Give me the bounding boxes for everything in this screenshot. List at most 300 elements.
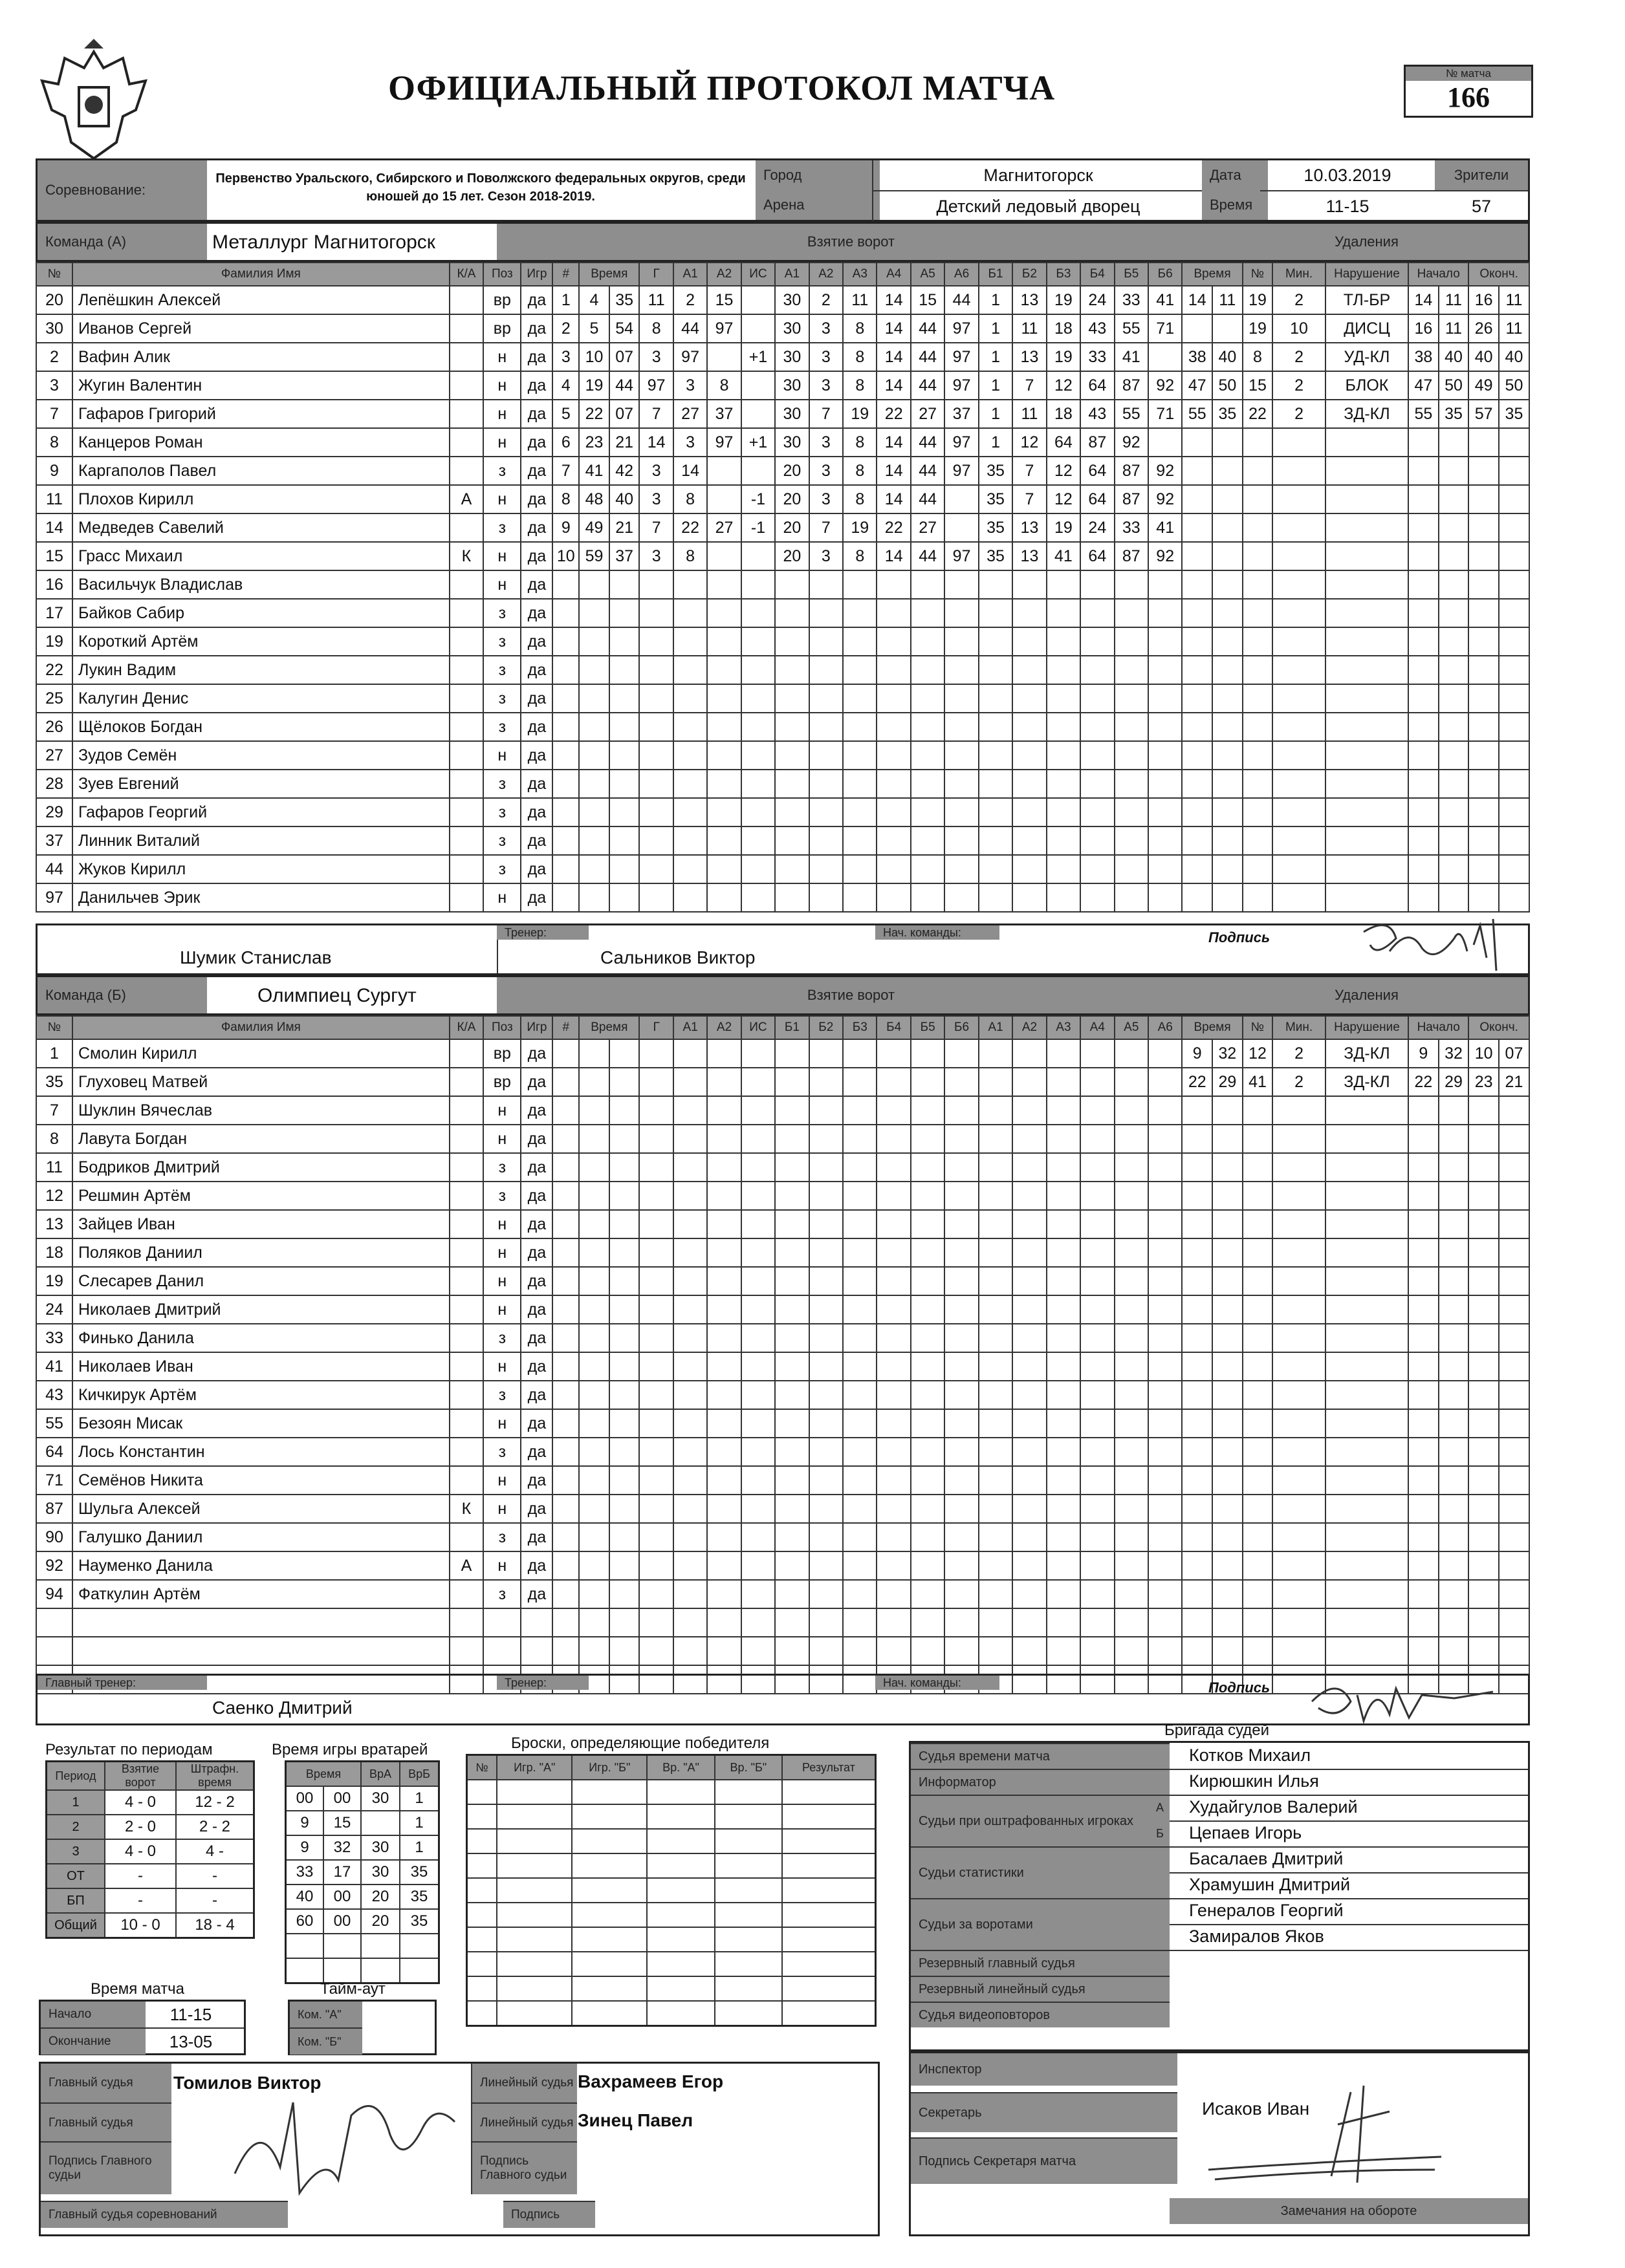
goal-cell: 41 (1115, 343, 1148, 371)
goal-cell (1012, 1466, 1046, 1495)
goal-cell (741, 741, 775, 770)
goal-cell (877, 1039, 910, 1068)
goal-cell (707, 713, 741, 741)
penalty-cell (1408, 1324, 1439, 1352)
penalty-cell (1325, 1125, 1408, 1153)
penalty-cell (1325, 826, 1408, 855)
goal-cell (944, 1125, 978, 1153)
penalty-cell (1243, 656, 1273, 684)
goal-cell (579, 1324, 609, 1352)
table-row (36, 1523, 1529, 1551)
goal-cell (944, 826, 978, 855)
goal-cell (944, 1495, 978, 1523)
goal-cell (552, 1580, 579, 1608)
goal-cell (579, 1039, 609, 1068)
penalty-cell (1439, 1637, 1469, 1665)
goal-cell (552, 1637, 579, 1665)
player-name: Глуховец Матвей (72, 1068, 450, 1096)
period-cell: 2 - 2 (176, 1815, 254, 1839)
goal-cell (1012, 599, 1046, 627)
penalty-cell (1272, 1381, 1325, 1409)
goal-cell: 44 (911, 542, 944, 570)
shootout-cell (647, 1853, 715, 1878)
goal-cell: 33 (1080, 343, 1114, 371)
goal-cell (552, 1267, 579, 1295)
goal-cell (809, 1523, 843, 1551)
goal-cell: 8 (673, 542, 707, 570)
goal-cell (843, 770, 877, 798)
penalty-cell (1325, 713, 1408, 741)
goal-cell (775, 1039, 809, 1068)
player-position: з (483, 684, 521, 713)
table-row (36, 1409, 1529, 1438)
periods-header-cell: Период (47, 1762, 105, 1791)
timeout-a-label: Ком. "А" (290, 2002, 362, 2027)
table-row (36, 1182, 1529, 1210)
penalty-cell (1468, 1295, 1499, 1324)
player-position: з (483, 1438, 521, 1466)
goal-cell (579, 1495, 609, 1523)
goal-cell: 64 (1080, 371, 1114, 400)
goal-cell: 41 (1148, 286, 1182, 314)
goal-cell (673, 1352, 707, 1381)
shootout-row (467, 1780, 876, 1804)
penalty-cell (1468, 1352, 1499, 1381)
goal-cell (1080, 1324, 1114, 1352)
team-a-header (36, 222, 1530, 262)
penalty-cell (1468, 1324, 1499, 1352)
goal-cell (552, 1352, 579, 1381)
goal-cell: 8 (639, 314, 673, 343)
goal-cell (1080, 1580, 1114, 1608)
penalty-cell (1272, 883, 1325, 912)
shootout-cell (715, 1927, 782, 1952)
reserve-main-label: Резервный главный судья (911, 1950, 1170, 1976)
goal-cell (911, 1324, 944, 1352)
col-played: Игр (521, 1016, 552, 1039)
match-time-box (39, 2000, 246, 2055)
shootout-cell (715, 1878, 782, 1903)
shootout-row (467, 1829, 876, 1853)
goalie-header-cell: Время (286, 1762, 362, 1787)
penalty-cell (1439, 485, 1469, 513)
penalty-cell (1243, 1182, 1273, 1210)
goal-cell (979, 1551, 1012, 1580)
shootout-cell (715, 1829, 782, 1853)
team-b-table (36, 1015, 1530, 1694)
goal-cell (1080, 741, 1114, 770)
goalie-cell: 00 (323, 1885, 361, 1909)
goal-cell (843, 1068, 877, 1096)
shootout-cell (715, 1780, 782, 1804)
goal-cell: 87 (1115, 542, 1148, 570)
player-position: н (483, 371, 521, 400)
goal-cell (1148, 1267, 1182, 1295)
shootout-cell (467, 1853, 497, 1878)
goal-cell (673, 1295, 707, 1324)
goalie-row (286, 1909, 439, 1934)
penalty-cell (1243, 1580, 1273, 1608)
player-role (450, 741, 483, 770)
goal-cell: 41 (579, 457, 609, 485)
goal-cell (1047, 1637, 1080, 1665)
goal-cell (775, 855, 809, 883)
penalty-cell (1325, 1637, 1408, 1665)
goals-section-a: Взятие ворот (497, 224, 1205, 260)
goal-cell (843, 1352, 877, 1381)
table-row (36, 286, 1529, 314)
goal-cell (944, 1295, 978, 1324)
penalty-cell (1325, 428, 1408, 457)
goal-cell (579, 656, 609, 684)
penalty-cell (1182, 1637, 1212, 1665)
goal-cell (1047, 1466, 1080, 1495)
penalty-cell (1439, 1267, 1469, 1295)
goal-cell (809, 1153, 843, 1182)
penalty-cell (1182, 741, 1212, 770)
penalty-cell (1408, 513, 1439, 542)
goal-cell (843, 656, 877, 684)
goal-cell (579, 826, 609, 855)
penalty-cell: 11 (1499, 314, 1529, 343)
penalty-cell (1243, 1381, 1273, 1409)
goal-cell (809, 1580, 843, 1608)
row-divider (1170, 1898, 1528, 1899)
penalty-cell (1468, 457, 1499, 485)
goal-cell (707, 1495, 741, 1523)
col-goal: А1 (673, 1016, 707, 1039)
goalie-row (286, 1811, 439, 1835)
goal-cell (911, 1039, 944, 1068)
spectators-label: Зрители (1435, 160, 1528, 190)
row-divider (1170, 1820, 1528, 1822)
penalty-cell (1212, 1182, 1243, 1210)
penalty-cell: 40 (1439, 343, 1469, 371)
penalty-cell (1499, 1352, 1529, 1381)
penalty-cell (1408, 457, 1439, 485)
table-row (36, 1381, 1529, 1409)
goal-cell: 30 (775, 371, 809, 400)
player-number: 92 (36, 1551, 72, 1580)
penalty-cell (1243, 1210, 1273, 1238)
goal-cell (673, 1068, 707, 1096)
goal-cell (775, 1210, 809, 1238)
goal-cell (1047, 1153, 1080, 1182)
penalty-cell (1439, 798, 1469, 826)
goal-cell (843, 1039, 877, 1068)
penalty-cell (1325, 798, 1408, 826)
shootout-cell (782, 1927, 876, 1952)
statistics-label: Судьи статистики (911, 1846, 1170, 1898)
player-role (450, 400, 483, 428)
player-number: 8 (36, 428, 72, 457)
goal-cell (673, 1153, 707, 1182)
goal-cell (639, 1267, 673, 1295)
match-start: 11-15 (169, 2005, 212, 2024)
goal-cell (1047, 883, 1080, 912)
row-divider (1170, 1924, 1528, 1925)
goal-cell (944, 1551, 978, 1580)
goal-cell (775, 1580, 809, 1608)
penalty-cell (1468, 1523, 1499, 1551)
penalty-cell (1212, 1125, 1243, 1153)
penalty-cell (1243, 826, 1273, 855)
secretary-box (909, 2051, 1530, 2236)
player-name: Лепёшкин Алексей (72, 286, 450, 314)
goal-cell (979, 1637, 1012, 1665)
penalty-cell (1182, 1523, 1212, 1551)
goal-cell (944, 713, 978, 741)
shootout-cell (715, 1976, 782, 2001)
penalty-cell (1272, 1523, 1325, 1551)
penalty-cell (1212, 1096, 1243, 1125)
penalty-cell: УД-КЛ (1325, 343, 1408, 371)
penalty-cell (1439, 1295, 1469, 1324)
player-role (450, 826, 483, 855)
goal-cell: 3 (809, 542, 843, 570)
shootout-cell (497, 1878, 572, 1903)
goal-cell (609, 1295, 640, 1324)
goal-cell (979, 1438, 1012, 1466)
penalty-cell (1243, 883, 1273, 912)
penalty-cell (1325, 1352, 1408, 1381)
goal-cell (707, 1409, 741, 1438)
penalty-cell (1468, 798, 1499, 826)
goal-cell (639, 741, 673, 770)
goal-cell (775, 1438, 809, 1466)
penalty-cell: 40 (1499, 343, 1529, 371)
goal-cell (1080, 599, 1114, 627)
penalty-cell (1272, 1608, 1325, 1637)
penalty-cell (1468, 684, 1499, 713)
goal-cell (1080, 1637, 1114, 1665)
goal-cell: 22 (579, 400, 609, 428)
goal-cell (809, 1182, 843, 1210)
cell (483, 1637, 521, 1665)
goalie-cell (286, 1934, 324, 1958)
goal-cell (809, 1267, 843, 1295)
col-goal: Б2 (1012, 263, 1046, 286)
city: Магнитогорск (872, 160, 1203, 190)
penalty-cell: 14 (1408, 286, 1439, 314)
player-played: да (521, 1438, 552, 1466)
goal-cell (775, 1466, 809, 1495)
player-played: да (521, 656, 552, 684)
goal-cell (1047, 570, 1080, 599)
player-name: Лось Константин (72, 1438, 450, 1466)
goal-cell (1148, 343, 1182, 371)
goal-cell (741, 1039, 775, 1068)
penalty-cell (1499, 656, 1529, 684)
goal-cell (1148, 1324, 1182, 1352)
col-pen: № (1243, 1016, 1273, 1039)
shootout-cell (647, 1780, 715, 1804)
goal-cell (911, 1580, 944, 1608)
player-number: 97 (36, 883, 72, 912)
goal-cell: 3 (552, 343, 579, 371)
player-position: з (483, 1153, 521, 1182)
goal-cell (944, 1352, 978, 1381)
player-number: 41 (36, 1352, 72, 1381)
goal-cell: 12 (1012, 428, 1046, 457)
penalty-cell (1182, 1238, 1212, 1267)
goal-cell (673, 855, 707, 883)
player-played: да (521, 1551, 552, 1580)
goal-cell (1047, 1381, 1080, 1409)
goal-cell (579, 1438, 609, 1466)
penalty-cell (1408, 1466, 1439, 1495)
goal-cell: 19 (843, 513, 877, 542)
goal-cell (741, 1210, 775, 1238)
penalty-cell (1243, 627, 1273, 656)
goal-cell (843, 627, 877, 656)
player-position: з (483, 826, 521, 855)
player-number: 90 (36, 1523, 72, 1551)
goal-cell (741, 1295, 775, 1324)
goal-cell (1012, 1551, 1046, 1580)
penalty-cell (1272, 1409, 1325, 1438)
goal-cell (552, 1096, 579, 1125)
penalty-cell (1439, 627, 1469, 656)
goal-cell (1148, 656, 1182, 684)
penalty-cell (1272, 1295, 1325, 1324)
goal-cell (552, 798, 579, 826)
goal-cell (809, 1608, 843, 1637)
goal-cell (639, 1153, 673, 1182)
goal-cell: 49 (579, 513, 609, 542)
goal-cell (639, 1608, 673, 1637)
player-name: Зайцев Иван (72, 1210, 450, 1238)
goal-cell (707, 1608, 741, 1637)
goal-cell (1047, 1238, 1080, 1267)
goal-cell (579, 1182, 609, 1210)
goal-cell (552, 1068, 579, 1096)
goal-cell: 44 (911, 371, 944, 400)
goal-cell (809, 855, 843, 883)
penalty-cell (1182, 314, 1212, 343)
goal-cell (1080, 713, 1114, 741)
goalie-row (286, 1860, 439, 1885)
team-b-name: Олимпиец Сургут (257, 985, 417, 1006)
goal-cell (1148, 713, 1182, 741)
goal-cell: 35 (979, 485, 1012, 513)
shootout-cell (782, 1780, 876, 1804)
goal-cell (775, 627, 809, 656)
penalty-cell (1499, 513, 1529, 542)
player-position: н (483, 1125, 521, 1153)
player-played: да (521, 855, 552, 883)
goal-cell (911, 1295, 944, 1324)
goal-cell (843, 1153, 877, 1182)
goal-cell: 11 (1012, 314, 1046, 343)
player-role (450, 656, 483, 684)
goal-cell (1012, 1381, 1046, 1409)
penalty-cell (1212, 1551, 1243, 1580)
shootout-row (467, 1853, 876, 1878)
date-label: Дата (1202, 160, 1268, 190)
penalty-cell (1499, 883, 1529, 912)
goal-cell: 71 (1148, 314, 1182, 343)
goal-cell (809, 1324, 843, 1352)
goal-cell (1115, 1068, 1148, 1096)
goal-cell: 7 (639, 400, 673, 428)
goal-cell: 42 (609, 457, 640, 485)
penalty-cell (1499, 1551, 1529, 1580)
periods-row (47, 1888, 254, 1913)
penalty-cell (1182, 542, 1212, 570)
penalty-cell: 22 (1182, 1068, 1212, 1096)
goal-cell: 71 (1148, 400, 1182, 428)
player-position: н (483, 542, 521, 570)
player-played: да (521, 1182, 552, 1210)
col-pen: Мин. (1272, 1016, 1325, 1039)
penalty-cell (1243, 1438, 1273, 1466)
goal-cell (775, 741, 809, 770)
shootout-cell (572, 1903, 647, 1927)
penalty-cell (1408, 1409, 1439, 1438)
player-position: н (483, 1466, 521, 1495)
goal-cell (809, 684, 843, 713)
goal-cell: 41 (1047, 542, 1080, 570)
goal-cell (979, 1495, 1012, 1523)
col-goal: А5 (1115, 1016, 1148, 1039)
penalty-cell (1408, 741, 1439, 770)
goal-cell: 30 (775, 428, 809, 457)
goal-cell (579, 1295, 609, 1324)
goal-cell (877, 656, 910, 684)
shootout-cell (497, 1903, 572, 1927)
goal-cell (944, 656, 978, 684)
goal-cell (552, 1238, 579, 1267)
penalty-cell (1325, 883, 1408, 912)
goal-cell (944, 1238, 978, 1267)
goal-cell (944, 1523, 978, 1551)
goal-cell (1115, 1438, 1148, 1466)
goal-cell (609, 1182, 640, 1210)
goal-cell: 64 (1080, 457, 1114, 485)
goal-cell: 18 (1047, 314, 1080, 343)
shootout-cell (572, 1927, 647, 1952)
goal-cell (639, 1438, 673, 1466)
periods-header (47, 1762, 254, 1791)
shootout-cell (497, 1952, 572, 1976)
player-role (450, 1267, 483, 1295)
period-cell: 4 - (176, 1839, 254, 1864)
goal-cell (911, 1523, 944, 1551)
timeout-box (288, 2000, 437, 2055)
goal-cell (1012, 798, 1046, 826)
goal-cell (673, 883, 707, 912)
goal-cell (809, 826, 843, 855)
goal-cell (741, 457, 775, 485)
player-played: да (521, 1324, 552, 1352)
goal-cell: 44 (911, 343, 944, 371)
goal-cell (843, 741, 877, 770)
penalty-cell (1182, 1551, 1212, 1580)
player-played: да (521, 684, 552, 713)
goal-cell (552, 1381, 579, 1409)
goal-cell (911, 656, 944, 684)
goal-cell (1012, 770, 1046, 798)
goal-cell (1148, 1523, 1182, 1551)
goal-cell (639, 1495, 673, 1523)
penalty-cell (1272, 1153, 1325, 1182)
goal-cell (843, 599, 877, 627)
goal-cell (552, 599, 579, 627)
goal-cell (843, 1096, 877, 1125)
goal-cell: 7 (639, 513, 673, 542)
penalty-cell: ЗД-КЛ (1325, 400, 1408, 428)
